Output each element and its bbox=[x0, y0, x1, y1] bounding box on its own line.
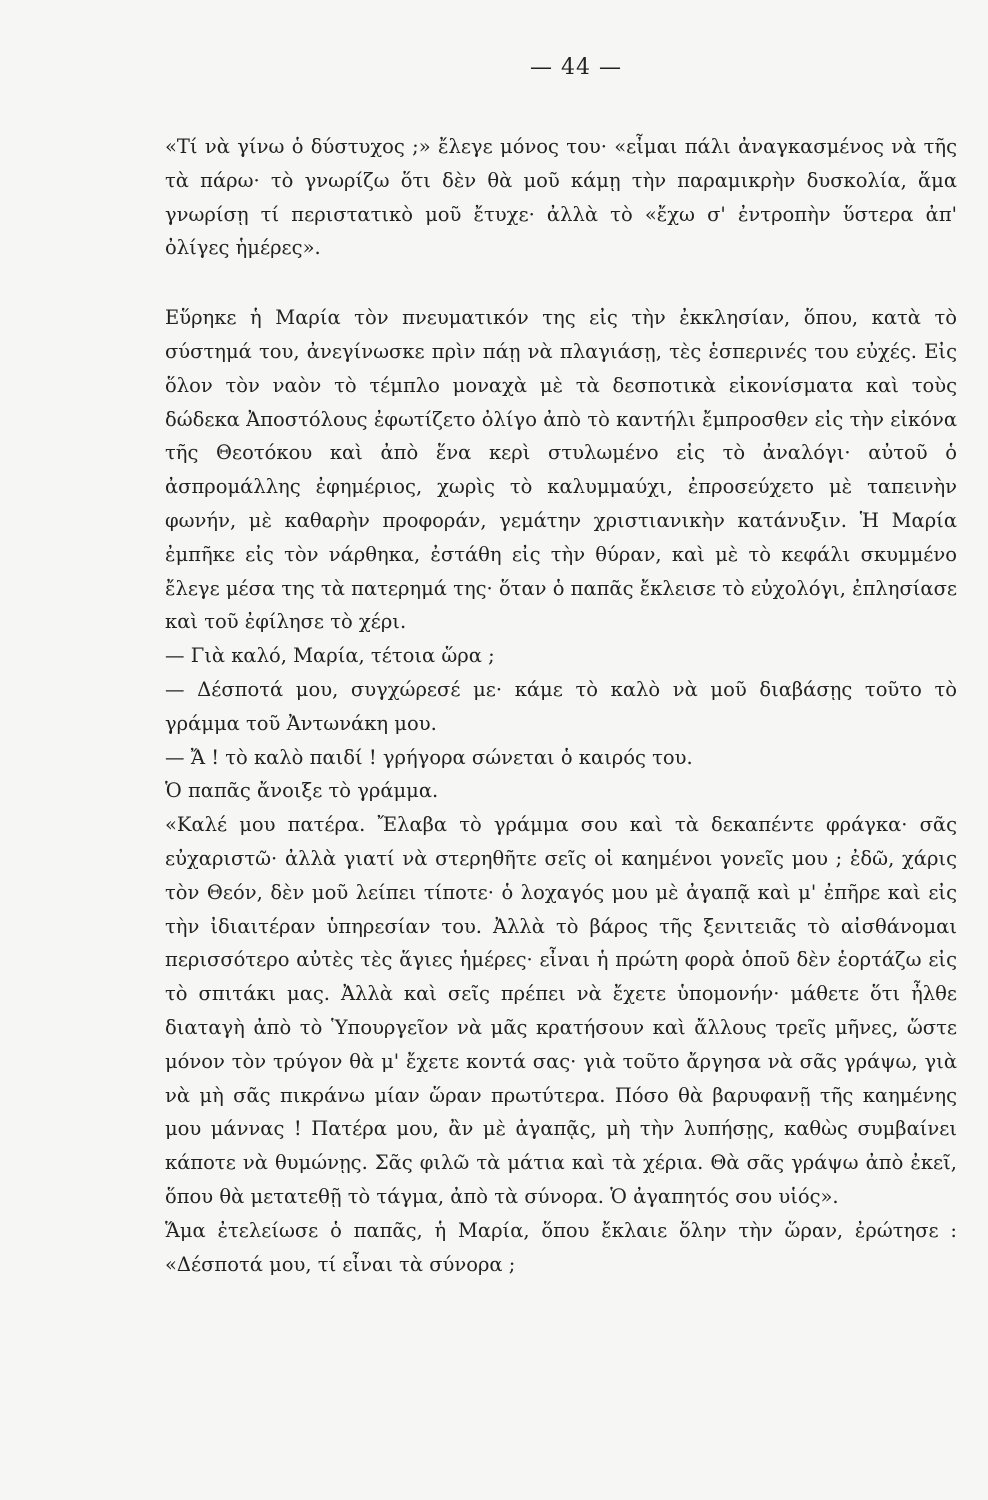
dialogue-line: — Δέσποτά μου, συγχώρεσέ με· κάμε τὸ καλὸ νὰ μοῦ διαβάσῃς τοῦτο τὸ γράμμα τοῦ Ἀντωνάκη μου. bbox=[165, 677, 957, 735]
paragraph: «Τί νὰ γίνω ὁ δύστυχος ;» ἔλεγε μόνος του· «εἶμαι πάλι ἀναγκασμένος νὰ τῆς τὰ πάρω· τὸ γνωρίζω ὅτι δὲν θὰ μοῦ κάμῃ τὴν παραμικρὴν δυσκολία, ἅμα γνωρίσῃ τί περιστατικὸ μοῦ ἔτυχε· ἀλλὰ τὸ «ἔχω σ' ἐντροπὴν ὕστερα ἀπ' ὀλίγες ἡμέρες». bbox=[165, 135, 957, 260]
page-text bbox=[165, 130, 957, 1281]
page-number: — 44 — bbox=[530, 55, 622, 80]
dialogue-line: — Γιὰ καλό, Μαρία, τέτοια ὥρα ; bbox=[165, 644, 495, 668]
paragraph: Εὕρηκε ἡ Μαρία τὸν πνευματικόν της εἰς τὴν ἐκκλησίαν, ὅπου, κατὰ τὸ σύστημά του, ἀνεγίνωσκε πρὶν πάῃ νὰ πλαγιάσῃ, τὲς ἑσπερινές του εὐχές. Εἰς ὅλον τὸν ναὸν τὸ τέμπλο μοναχὰ μὲ τὰ δεσποτικὰ εἰκονίσματα καὶ τοὺς δώδεκα Ἀποστόλους ἐφωτίζετο ὀλίγο ἀπὸ τὸ καντήλι ἔμπροσθεν εἰς τὴν εἰκόνα τῆς Θεοτόκου καὶ ἀπὸ ἕνα κερὶ στυλωμένο εἰς τὸ ἀναλόγι· αὐτοῦ ὁ ἀσπρομάλλης ἐφημέριος, χωρὶς τὸ καλυμμαύχι, ἐπροσεύχετο μὲ ταπεινὴν φωνήν, μὲ καθαρὴν προφοράν, γεμάτην χριστιανικὴν κατάνυξιν. Ἡ Μαρία ἐμπῆκε εἰς τὸν νάρθηκα, ἐστάθη εἰς τὴν θύραν, καὶ μὲ τὸ κεφάλι σκυμμένο ἔλεγε μέσα της τὰ πατερημά της· ὅταν ὁ παπᾶς ἔκλεισε τὸ εὐχολόγι, ἐπλησίασε καὶ τοῦ ἐφίλησε τὸ χέρι. bbox=[165, 306, 957, 634]
paragraph: Ὁ παπᾶς ἄνοιξε τὸ γράμμα. bbox=[165, 779, 439, 803]
book-page bbox=[165, 50, 957, 1470]
dialogue-line: — Ἄ ! τὸ καλὸ παιδί ! γρήγορα σώνεται ὁ καιρός του. bbox=[165, 745, 693, 769]
paragraph: Ἅμα ἐτελείωσε ὁ παπᾶς, ἡ Μαρία, ὅπου ἔκλαιε ὅλην τὴν ὥραν, ἐρώτησε : «Δέσποτά μου, τί εἶναι τὰ σύνορα ; bbox=[165, 1218, 957, 1276]
letter-text: «Καλέ μου πατέρα. Ἔλαβα τὸ γράμμα σου καὶ τὰ δεκαπέντε φράγκα· σᾶς εὐχαριστῶ· ἀλλὰ γιατί νὰ στερηθῆτε σεῖς οἱ καημένοι γονεῖς μου ; ἐδῶ, χάρις τὸν Θεόν, δὲν μοῦ λείπει τίποτε· ὁ λοχαγός μου μὲ ἀγαπᾷ καὶ μ' ἐπῆρε καὶ εἰς τὴν ἰδιαιτέραν ὑπηρεσίαν του. Ἀλλὰ τὸ βάρος τῆς ξενιτειᾶς τὸ αἰσθάνομαι περισσότερο αὐτὲς τὲς ἅγιες ἡμέρες· εἶναι ἡ πρώτη φορὰ ὁποῦ δὲν ἑορτάζω εἰς τὸ σπιτάκι μας. Ἀλλὰ καὶ σεῖς πρέπει νὰ ἔχετε ὑπομονήν· μάθετε ὅτι ἦλθε διαταγὴ ἀπὸ τὸ Ὑπουργεῖον νὰ μᾶς κρατήσουν καὶ ἄλλους τρεῖς μῆνες, ὥστε μόνον τὸν τρύγον θὰ μ' ἔχετε κοντά σας· γιὰ τοῦτο ἄργησα νὰ σᾶς γράψω, γιὰ νὰ μὴ σᾶς πικράνω μίαν ὥραν πρωτύτερα. Πόσο θὰ βαρυφανῇ τῆς καημένης μου μάννας ! Πατέρα μου, ἂν μὲ ἀγαπᾷς, μὴ τὴν λυπήσῃς, καθὼς συμβαίνει κάποτε νὰ θυμώνῃς. Σᾶς φιλῶ τὰ μάτια καὶ τὰ χέρια. Θὰ σᾶς γράψω ἀπὸ ἐκεῖ, ὅπου θὰ μετατεθῇ τὸ τάγμα, ἀπὸ τὰ σύνορα. Ὁ ἀγαπητός σου υἱός». bbox=[165, 813, 957, 1208]
